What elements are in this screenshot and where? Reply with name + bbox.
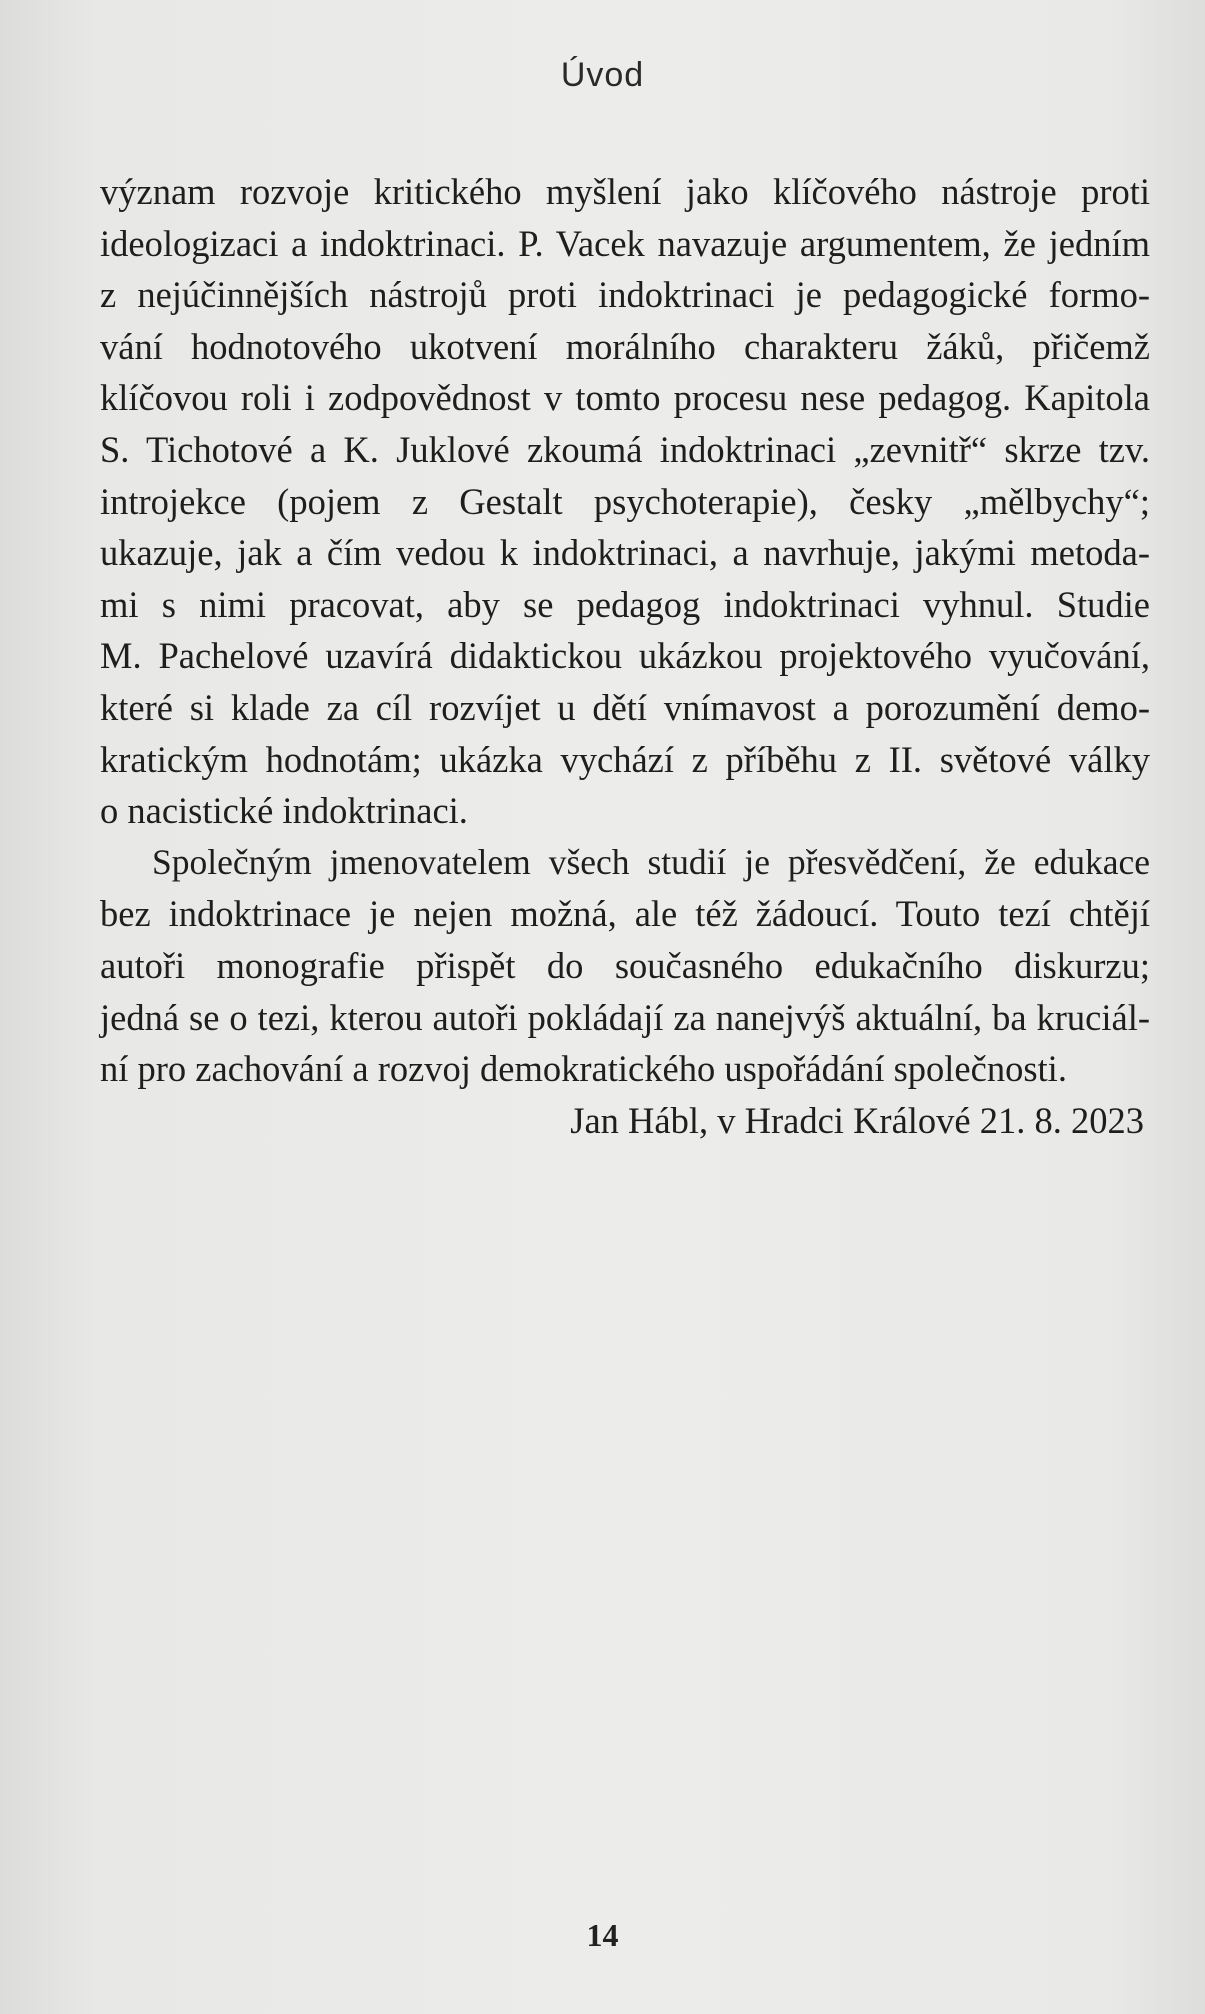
text-line: ukazuje, jak a čím vedou k indoktrinaci, a navrhuje, jakými metoda- xyxy=(100,532,1150,574)
text-line: Společným jmenovatelem všech studií je přesvědčení, že edukace xyxy=(152,841,1150,882)
body-text xyxy=(100,166,1150,1146)
signature: Jan Hábl, v Hradci Králové 21. 8. 2023 xyxy=(570,1099,1144,1141)
text-line: o nacistické indoktrinaci. xyxy=(100,790,468,832)
text-line: S. Tichotové a K. Juklové zkoumá indoktrinaci „zevnitř“ skrze tzv. xyxy=(100,428,1150,470)
text-line: bez indoktrinace je nejen možná, ale též žádoucí. Touto tezí chtějí xyxy=(100,893,1150,935)
text-line: ní pro zachování a rozvoj demokratického uspořádání společnosti. xyxy=(100,1048,1067,1090)
text-line: z nejúčinnějších nástrojů proti indoktrinaci je pedagogické formo- xyxy=(100,274,1150,316)
page-number: 14 xyxy=(586,1917,619,1953)
text-line: význam rozvoje kritického myšlení jako klíčového nástroje proti xyxy=(100,171,1150,212)
text-line: které si klade za cíl rozvíjet u dětí vnímavost a porozumění demo- xyxy=(100,686,1150,728)
text-line: jedná se o tezi, kterou autoři pokládají za nanejvýš aktuální, ba kruciál- xyxy=(100,996,1150,1038)
text-line: klíčovou roli i zodpovědnost v tomto procesu nese pedagog. Kapitola xyxy=(100,377,1150,419)
text-line: M. Pachelové uzavírá didaktickou ukázkou projektového vyučování, xyxy=(100,635,1150,677)
text-line: kratickým hodnotám; ukázka vychází z příběhu z II. světové války xyxy=(100,738,1150,780)
text-line: ideologizaci a indoktrinaci. P. Vacek navazuje argumentem, že jedním xyxy=(100,222,1150,264)
text-line: mi s nimi pracovat, aby se pedagog indoktrinaci vyhnul. Studie xyxy=(100,583,1150,625)
running-header: Úvod xyxy=(560,56,645,94)
text-line: introjekce (pojem z Gestalt psychoterapie), česky „mělbychy“; xyxy=(100,480,1150,522)
text-line: autoři monografie přispět do současného edukačního diskurzu; xyxy=(100,944,1150,986)
paragraph-1 xyxy=(100,166,1150,837)
text-line: vání hodnotového ukotvení morálního charakteru žáků, přičemž xyxy=(100,325,1150,367)
paragraph-2 xyxy=(100,837,1150,1095)
